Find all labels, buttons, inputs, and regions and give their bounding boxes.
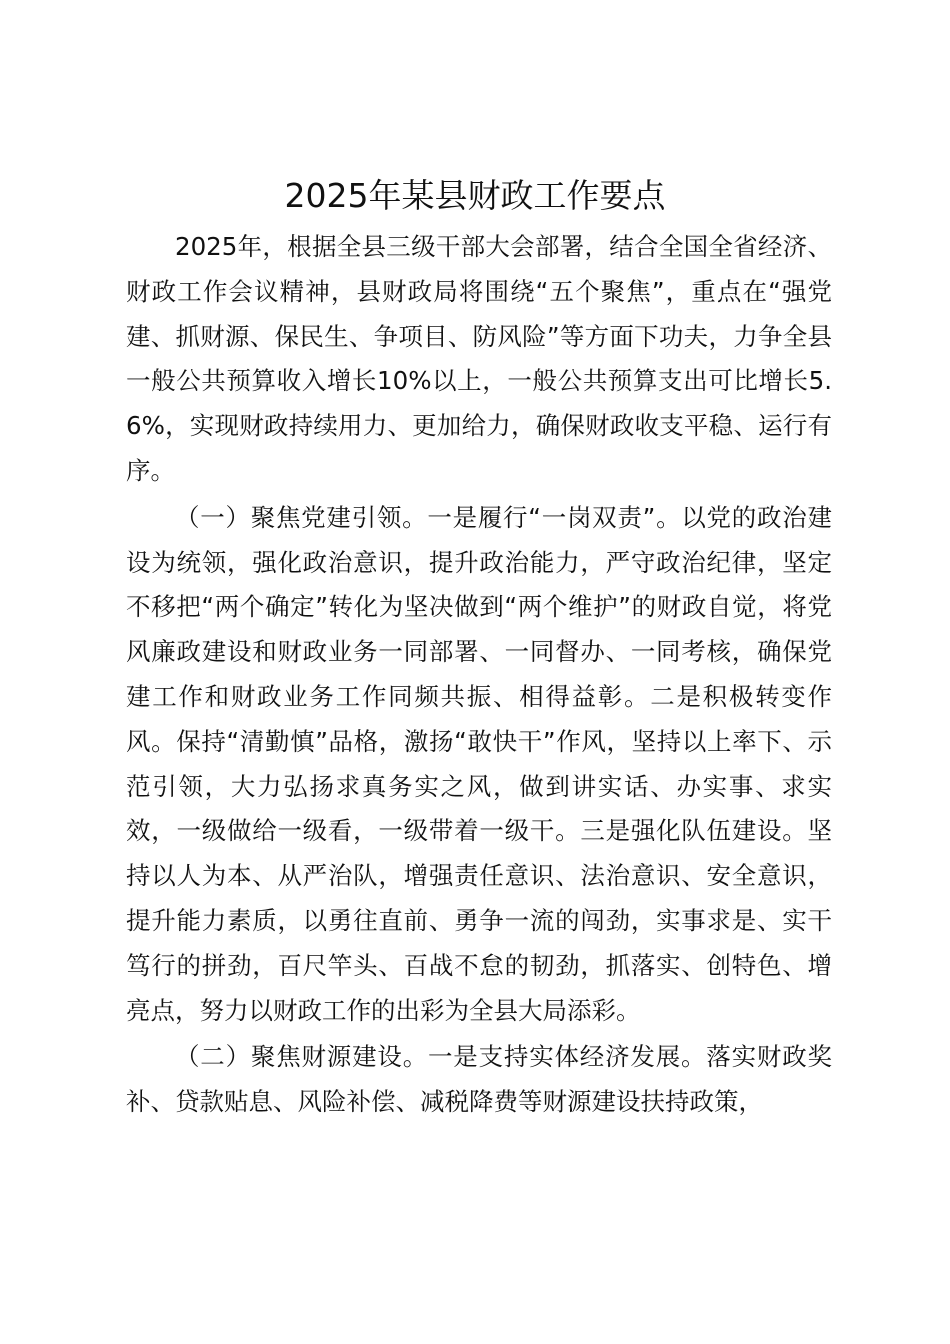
paragraph-party-building: （一）聚焦党建引领。一是履行“一岗双责”。以党的政治建设为统领，强化政治意识，提升政治能力，严守政治纪律，坚定不移把“两个确定”转化为坚决做到“两个维护”的财政自觉，将党风廉政建设和财政业务一同部署、一同督办、一同考核，确保党建工作和财政业务工作同频共振、相得益彰。二是积极转变作风。保持“清勤慎”品格，激扬“敢快干”作风，坚持以上率下、示范引领，大力弘扬求真务实之风，做到讲实话、办实事、求实效，一级做给一级看，一级带着一级干。三是强化队伍建设。坚持以人为本、从严治队，增强责任意识、法治意识、安全意识，提升能力素质，以勇往直前、勇争一流的闯劲，实事求是、实干笃行的拼劲，百尺竿头、百战不怠的韧劲，抓落实、创特色、增亮点，努力以财政工作的出彩为全县大局添彩。 <box>126 502 832 1025</box>
document-title: 2025年某县财政工作要点 <box>284 176 666 215</box>
document-body <box>126 225 832 1127</box>
paragraph-revenue-sources: （二）聚焦财源建设。一是支持实体经济发展。落实财政奖补、贷款贴息、风险补偿、减税降费等财源建设扶持政策， <box>126 1042 832 1117</box>
paragraph-intro: 2025年，根据全县三级干部大会部署，结合全国全省经济、财政工作会议精神，县财政局将围绕“五个聚焦”，重点在“强党建、抓财源、保民生、争项目、防风险”等方面下功夫，力争全县一般公共预算收入增长10%以上，一般公共预算支出可比增长5.6%，实现财政持续用力、更加给力，确保财政收支平稳、运行有序。 <box>126 232 832 485</box>
